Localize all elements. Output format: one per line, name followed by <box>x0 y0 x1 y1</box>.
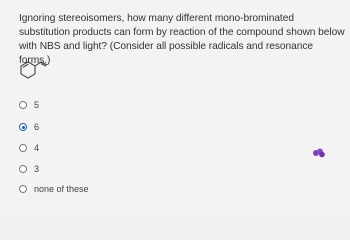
option-4[interactable] <box>19 142 39 154</box>
option-label: 4 <box>34 143 40 153</box>
option-6[interactable] <box>19 121 39 133</box>
option-5[interactable] <box>19 99 39 111</box>
option-label: 3 <box>34 164 40 174</box>
option-label: 6 <box>34 122 40 132</box>
cyclohexene-with-vinyl-structure-icon <box>16 56 50 84</box>
option-3[interactable] <box>19 163 39 175</box>
radio-button[interactable] <box>19 185 27 193</box>
radio-button-selected[interactable] <box>19 123 27 131</box>
option-label: none of these <box>34 184 89 194</box>
radio-button[interactable] <box>19 165 27 173</box>
radio-button[interactable] <box>19 101 27 109</box>
option-label: 5 <box>34 100 40 110</box>
question-text: Ignoring stereoisomers, how many different mono-brominated substitution products can form by reaction of the compound shown below with NBS and light? (Consider all possible radicals and resonance forms.) <box>19 13 345 66</box>
radio-button[interactable] <box>19 144 27 152</box>
option-none-of-these[interactable] <box>19 183 89 195</box>
purple-blob-icon <box>312 147 326 159</box>
